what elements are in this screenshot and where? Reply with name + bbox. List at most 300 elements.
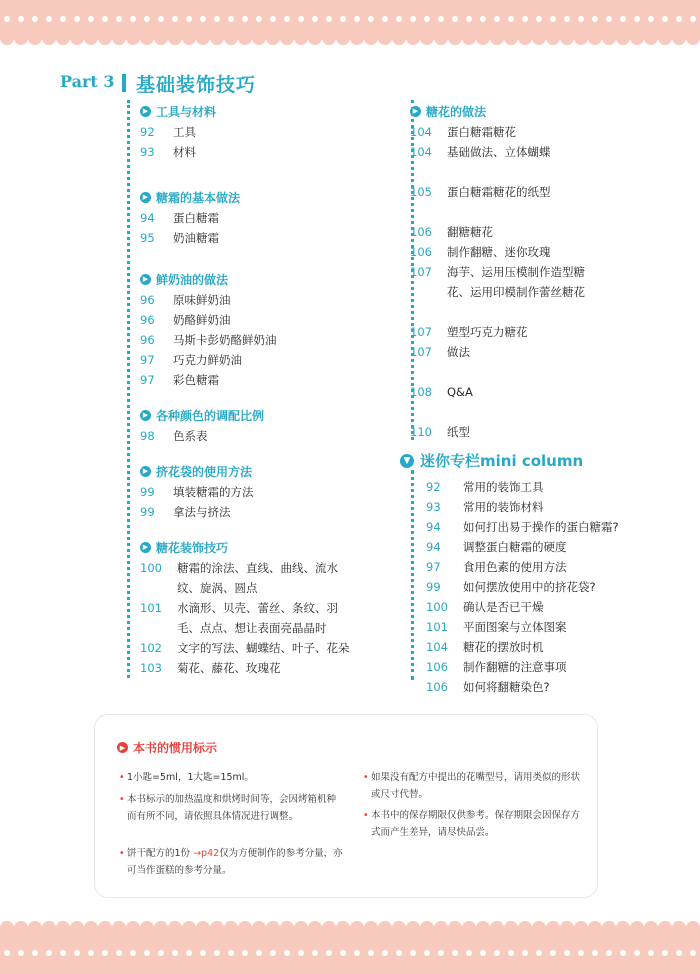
- scallop-shape: [378, 921, 392, 928]
- toc-entry[interactable]: [140, 426, 390, 446]
- toc-entry[interactable]: [410, 122, 650, 142]
- scallop-shape: [308, 38, 322, 45]
- mini-entry[interactable]: [410, 597, 650, 617]
- entry-text: 毛、点点、想让表面亮晶晶时: [177, 621, 327, 635]
- page-number: 106: [410, 225, 432, 239]
- scallop-shape: [602, 921, 616, 928]
- decorative-dot: [18, 950, 24, 956]
- scallop-shape: [406, 38, 420, 45]
- entry-text: 填装糖霜的方法: [173, 485, 254, 499]
- mini-entry[interactable]: [410, 617, 650, 637]
- entry-text: 材料: [173, 145, 196, 159]
- scallop-shape: [140, 38, 154, 45]
- toc-entry[interactable]: [410, 382, 650, 402]
- decorative-dot: [18, 16, 24, 22]
- chevron-bullet-icon: ▶: [140, 106, 151, 117]
- decorative-dot: [410, 950, 416, 956]
- toc-entry[interactable]: [140, 502, 390, 522]
- page-number: 94: [426, 540, 441, 554]
- decorative-dot: [4, 16, 10, 22]
- decorative-dot: [130, 950, 136, 956]
- scallop-shape: [350, 38, 364, 45]
- entry-text: 确认是否已干燥: [463, 600, 544, 614]
- scallop-shape: [238, 38, 252, 45]
- entry-text: 马斯卡彭奶酪鲜奶油: [173, 333, 277, 347]
- decorative-dot: [480, 16, 486, 22]
- decorative-dot: [452, 16, 458, 22]
- decorative-dot: [200, 16, 206, 22]
- entry-text: 调整蛋白糖霜的硬度: [463, 540, 567, 554]
- scallop-shape: [630, 921, 644, 928]
- scallop-shape: [532, 921, 546, 928]
- decorative-dot: [46, 950, 52, 956]
- page-number: 94: [426, 520, 441, 534]
- decorative-dot: [340, 950, 346, 956]
- scallop-shape: [364, 38, 378, 45]
- toc-entry[interactable]: [410, 142, 650, 162]
- scallop-shape: [126, 38, 140, 45]
- page-number: 106: [426, 680, 448, 694]
- page-number: 106: [426, 660, 448, 674]
- decorative-dot: [144, 16, 150, 22]
- scallop-shape: [686, 921, 700, 928]
- toc-entry[interactable]: [410, 242, 650, 262]
- toc-entry[interactable]: [140, 658, 390, 678]
- scallop-shape: [532, 38, 546, 45]
- scallop-shape: [616, 921, 630, 928]
- scallop-shape: [322, 38, 336, 45]
- decorative-dot: [186, 16, 192, 22]
- chevron-bullet-icon: ▶: [140, 192, 151, 203]
- scallop-shape: [182, 921, 196, 928]
- scallop-shape: [686, 38, 700, 45]
- scallop-shape: [140, 921, 154, 928]
- decorative-dot: [88, 950, 94, 956]
- scallop-shape: [322, 921, 336, 928]
- scallop-shape: [546, 38, 560, 45]
- decorative-dot: [270, 950, 276, 956]
- decorative-dot: [144, 950, 150, 956]
- section-title: 糖花的做法: [426, 104, 487, 119]
- page-number: 92: [140, 125, 155, 139]
- scallop-shape: [672, 38, 686, 45]
- bottom-dot-row: [0, 948, 700, 958]
- toc-section-sugar-flowers: [410, 102, 650, 120]
- page-number: 94: [140, 211, 155, 225]
- scallop-shape: [490, 921, 504, 928]
- scallop-shape: [406, 921, 420, 928]
- toc-entry[interactable]: [140, 330, 390, 350]
- decorative-dot: [172, 950, 178, 956]
- decorative-dot: [32, 16, 38, 22]
- decorative-dot: [466, 16, 472, 22]
- decorative-dot: [648, 16, 654, 22]
- mini-entry[interactable]: [410, 677, 650, 697]
- decorative-dot: [158, 16, 164, 22]
- chevron-bullet-icon: ▶: [140, 466, 151, 477]
- scallop-shape: [378, 38, 392, 45]
- scallop-shape: [14, 38, 28, 45]
- scallop-shape: [294, 38, 308, 45]
- conventions-box: [94, 714, 598, 898]
- mini-entry[interactable]: [410, 517, 650, 537]
- page-number: [140, 578, 177, 598]
- entry-text: Q&A: [447, 385, 473, 399]
- decorative-dot: [508, 16, 514, 22]
- chevron-bullet-icon: ▶: [410, 106, 421, 117]
- convention-note: • 饼干配方的1份 →p42仅为方便制作的参考分量，亦可当作蛋糕的参考分量。: [119, 845, 345, 879]
- page-number: [410, 282, 447, 302]
- page-number: 101: [426, 620, 448, 634]
- page-number: 96: [140, 313, 155, 327]
- scallop-shape: [98, 38, 112, 45]
- mini-column-section: [403, 450, 650, 697]
- decorative-dot: [550, 16, 556, 22]
- scallop-shape: [56, 38, 70, 45]
- decorative-dot: [452, 950, 458, 956]
- decorative-dot: [690, 16, 696, 22]
- decorative-dot: [284, 950, 290, 956]
- page-number: 97: [140, 353, 155, 367]
- scallop-shape: [168, 921, 182, 928]
- entry-text: 塑型巧克力糖花: [447, 325, 528, 339]
- decorative-dot: [158, 950, 164, 956]
- decorative-dot: [578, 16, 584, 22]
- scallop-shape: [462, 38, 476, 45]
- decorative-dot: [480, 950, 486, 956]
- scallop-shape: [154, 921, 168, 928]
- entry-text: 工具: [173, 125, 196, 139]
- scallop-shape: [224, 921, 238, 928]
- decorative-dot: [564, 950, 570, 956]
- toc-entry[interactable]: [140, 370, 390, 390]
- entry-text: 平面图案与立体图案: [463, 620, 567, 634]
- decorative-dot: [116, 16, 122, 22]
- decorative-dot: [494, 950, 500, 956]
- decorative-dot: [592, 16, 598, 22]
- scallop-shape: [42, 921, 56, 928]
- toc-section-icing: [140, 188, 390, 248]
- page-number: 99: [140, 485, 155, 499]
- section-title: 各种颜色的调配比例: [156, 408, 265, 423]
- decorative-dot: [620, 950, 626, 956]
- convention-note: • 1小匙=5ml，1大匙=15ml。: [119, 769, 345, 786]
- decorative-dot: [354, 16, 360, 22]
- entry-text: 做法: [447, 345, 470, 359]
- scallop-shape: [126, 921, 140, 928]
- entry-text: 如何摆放使用中的挤花袋?: [463, 580, 596, 594]
- toc-entry[interactable]: [140, 638, 390, 658]
- decorative-dot: [522, 16, 528, 22]
- decorative-dot: [662, 16, 668, 22]
- page-number: 108: [410, 385, 432, 399]
- scallop-shape: [266, 921, 280, 928]
- mini-entry[interactable]: [410, 557, 650, 577]
- scallop-shape: [112, 38, 126, 45]
- scallop-shape: [98, 921, 112, 928]
- scallop-shape: [70, 921, 84, 928]
- scallop-shape: [252, 38, 266, 45]
- entry-text: 海芋、运用压模制作造型糖: [447, 265, 585, 279]
- chevron-bullet-icon: ▶: [140, 274, 151, 285]
- decorative-dot: [298, 950, 304, 956]
- toc-right-column: [403, 102, 650, 697]
- page-number: 95: [140, 231, 155, 245]
- toc-entry[interactable]: [140, 228, 390, 248]
- scallop-shape: [546, 921, 560, 928]
- mini-entry[interactable]: [410, 637, 650, 657]
- decorative-dot: [340, 16, 346, 22]
- scallop-shape: [588, 921, 602, 928]
- scallop-shape: [266, 38, 280, 45]
- page-number: 102: [140, 641, 162, 655]
- decorative-dot: [676, 16, 682, 22]
- decorative-dot: [396, 16, 402, 22]
- top-scallop-edge: [0, 38, 700, 52]
- decorative-dot: [410, 16, 416, 22]
- decorative-dot: [228, 16, 234, 22]
- scallop-shape: [308, 921, 322, 928]
- entry-text: 拿法与挤法: [173, 505, 231, 519]
- section-title: 糖霜的基本做法: [156, 190, 241, 205]
- scallop-shape: [644, 38, 658, 45]
- decorative-dot: [242, 950, 248, 956]
- decorative-dot: [424, 950, 430, 956]
- decorative-dot: [424, 16, 430, 22]
- bottom-scallop-edge: [0, 914, 700, 928]
- toc-entry[interactable]: [140, 310, 390, 330]
- scallop-shape: [364, 921, 378, 928]
- decorative-dot: [634, 950, 640, 956]
- entry-text: 常用的装饰工具: [463, 480, 544, 494]
- page-number: 92: [426, 480, 441, 494]
- scallop-shape: [574, 921, 588, 928]
- mini-entry[interactable]: [410, 497, 650, 517]
- scallop-shape: [574, 38, 588, 45]
- scallop-shape: [28, 38, 42, 45]
- scallop-shape: [420, 38, 434, 45]
- scallop-shape: [672, 921, 686, 928]
- toc-entry[interactable]: [140, 558, 390, 578]
- scallop-shape: [560, 921, 574, 928]
- entry-text: 食用色素的使用方法: [463, 560, 567, 574]
- decorative-dot: [368, 950, 374, 956]
- decorative-dot: [312, 950, 318, 956]
- decorative-dot: [368, 16, 374, 22]
- scallop-shape: [336, 38, 350, 45]
- scallop-shape: [448, 38, 462, 45]
- entry-text: 奶油糖霜: [173, 231, 219, 245]
- page-number: 93: [140, 145, 155, 159]
- entry-text: 色系表: [173, 429, 208, 443]
- chevron-down-bullet-icon: ▼: [400, 454, 414, 468]
- scallop-shape: [602, 38, 616, 45]
- decorative-dot: [60, 16, 66, 22]
- scallop-shape: [336, 921, 350, 928]
- toc-entry-continued: [410, 282, 650, 302]
- scallop-shape: [616, 38, 630, 45]
- page-number: 100: [426, 600, 448, 614]
- page-number: [140, 618, 177, 638]
- toc-entry[interactable]: [410, 222, 650, 242]
- entry-text: 菊花、藤花、玫瑰花: [177, 661, 281, 675]
- part-title: 基础装饰技巧: [136, 74, 257, 96]
- toc-section-piping-bag: [140, 462, 390, 522]
- entry-text: 纹、旋涡、圆点: [177, 581, 258, 595]
- left-dotted-guide: [127, 100, 130, 678]
- scallop-shape: [14, 921, 28, 928]
- scallop-shape: [350, 921, 364, 928]
- toc-entry[interactable]: [410, 322, 650, 342]
- decorative-dot: [606, 950, 612, 956]
- entry-text: 巧克力鲜奶油: [173, 353, 242, 367]
- decorative-dot: [648, 950, 654, 956]
- toc-entry[interactable]: [410, 422, 650, 442]
- page-number: 97: [140, 373, 155, 387]
- part-divider-bar: [122, 74, 126, 92]
- decorative-dot: [186, 950, 192, 956]
- decorative-dot: [74, 16, 80, 22]
- convention-note: • 本书标示的加热温度和烘烤时间等，会因烤箱机种而有所不同，请依照具体情况进行调整。: [119, 791, 345, 825]
- mini-entry[interactable]: [410, 477, 650, 497]
- decorative-dot: [606, 16, 612, 22]
- scallop-shape: [560, 38, 574, 45]
- page-number: 97: [426, 560, 441, 574]
- section-title: 挤花袋的使用方法: [156, 464, 253, 479]
- entry-text: 常用的装饰材料: [463, 500, 544, 514]
- page-number: 96: [140, 293, 155, 307]
- scallop-shape: [434, 921, 448, 928]
- decorative-dot: [396, 950, 402, 956]
- page-number: 104: [410, 145, 432, 159]
- toc-entry[interactable]: [410, 262, 650, 282]
- scallop-shape: [392, 921, 406, 928]
- toc-entry[interactable]: [140, 142, 390, 162]
- decorative-dot: [578, 950, 584, 956]
- part-label: Part 3: [60, 72, 115, 91]
- entry-text: 制作翻糖、迷你玫瑰: [447, 245, 551, 259]
- page-number: 99: [426, 580, 441, 594]
- page-number: 104: [410, 125, 432, 139]
- decorative-dot: [382, 16, 388, 22]
- mini-entry[interactable]: [410, 537, 650, 557]
- decorative-dot: [256, 16, 262, 22]
- decorative-dot: [130, 16, 136, 22]
- toc-entry-continued: [140, 578, 390, 598]
- scallop-shape: [56, 921, 70, 928]
- scallop-shape: [462, 921, 476, 928]
- page-number: 93: [426, 500, 441, 514]
- scallop-shape: [490, 38, 504, 45]
- toc-entry[interactable]: [140, 122, 390, 142]
- top-dot-row: [0, 14, 700, 24]
- entry-text: 奶酪鲜奶油: [173, 313, 231, 327]
- scallop-shape: [518, 921, 532, 928]
- scallop-shape: [504, 921, 518, 928]
- decorative-dot: [508, 950, 514, 956]
- entry-text: 原味鲜奶油: [173, 293, 231, 307]
- decorative-dot: [382, 950, 388, 956]
- decorative-dot: [214, 950, 220, 956]
- toc-entry[interactable]: [140, 482, 390, 502]
- toc-entry-continued: [140, 618, 390, 638]
- entry-text: 水滴形、贝壳、蕾丝、条纹、羽: [177, 601, 338, 615]
- decorative-dot: [676, 950, 682, 956]
- scallop-shape: [84, 921, 98, 928]
- scallop-shape: [182, 38, 196, 45]
- mini-entry[interactable]: [410, 657, 650, 677]
- entry-text: 蛋白糖霜糖花的纸型: [447, 185, 551, 199]
- toc-section-colors: [140, 406, 390, 446]
- decorative-dot: [522, 950, 528, 956]
- entry-text: 蛋白糖霜: [173, 211, 219, 225]
- decorative-dot: [536, 950, 542, 956]
- decorative-dot: [116, 950, 122, 956]
- page-number: 103: [140, 661, 162, 675]
- page-number: 107: [410, 325, 432, 339]
- convention-note: • 如果没有配方中提出的花嘴型号，请用类似的形状或尺寸代替。: [363, 769, 583, 803]
- scallop-shape: [420, 921, 434, 928]
- scallop-shape: [112, 921, 126, 928]
- scallop-shape: [294, 921, 308, 928]
- scallop-shape: [476, 921, 490, 928]
- toc-entry[interactable]: [410, 342, 650, 362]
- decorative-dot: [326, 950, 332, 956]
- decorative-dot: [564, 16, 570, 22]
- toc-entry[interactable]: [410, 182, 650, 202]
- toc-section-cream: [140, 270, 390, 390]
- scallop-shape: [588, 38, 602, 45]
- page-reference-link[interactable]: →p42: [193, 848, 220, 859]
- decorative-dot: [298, 16, 304, 22]
- mini-entry[interactable]: [410, 577, 650, 597]
- entry-text: 糖花的摆放时机: [463, 640, 544, 654]
- toc-entry[interactable]: [140, 290, 390, 310]
- mini-column-title: 迷你专栏mini column: [420, 452, 584, 470]
- decorative-dot: [102, 950, 108, 956]
- page-number: 106: [410, 245, 432, 259]
- scallop-shape: [504, 38, 518, 45]
- entry-text: 如何打出易于操作的蛋白糖霜?: [463, 520, 619, 534]
- entry-text: 彩色糖霜: [173, 373, 219, 387]
- toc-section-tools: [140, 102, 390, 162]
- scallop-shape: [238, 921, 252, 928]
- scallop-shape: [658, 38, 672, 45]
- decorative-dot: [662, 950, 668, 956]
- entry-text: 制作翻糖的注意事项: [463, 660, 567, 674]
- chevron-bullet-icon: ▶: [117, 742, 128, 753]
- scallop-shape: [280, 921, 294, 928]
- toc-entry[interactable]: [140, 208, 390, 228]
- conventions-title: 本书的惯用标示: [133, 741, 218, 755]
- decorative-dot: [46, 16, 52, 22]
- scallop-shape: [210, 921, 224, 928]
- decorative-dot: [256, 950, 262, 956]
- decorative-dot: [270, 16, 276, 22]
- toc-left-column: [140, 102, 390, 694]
- toc-entry[interactable]: [140, 598, 390, 618]
- section-title: 工具与材料: [156, 104, 217, 119]
- decorative-dot: [438, 950, 444, 956]
- entry-text: 蛋白糖霜糖花: [447, 125, 516, 139]
- page-number: 99: [140, 505, 155, 519]
- toc-entry[interactable]: [140, 350, 390, 370]
- scallop-shape: [448, 921, 462, 928]
- decorative-dot: [242, 16, 248, 22]
- entry-text: 翻糖糖花: [447, 225, 493, 239]
- page-number: 110: [410, 425, 432, 439]
- page-number: 104: [426, 640, 448, 654]
